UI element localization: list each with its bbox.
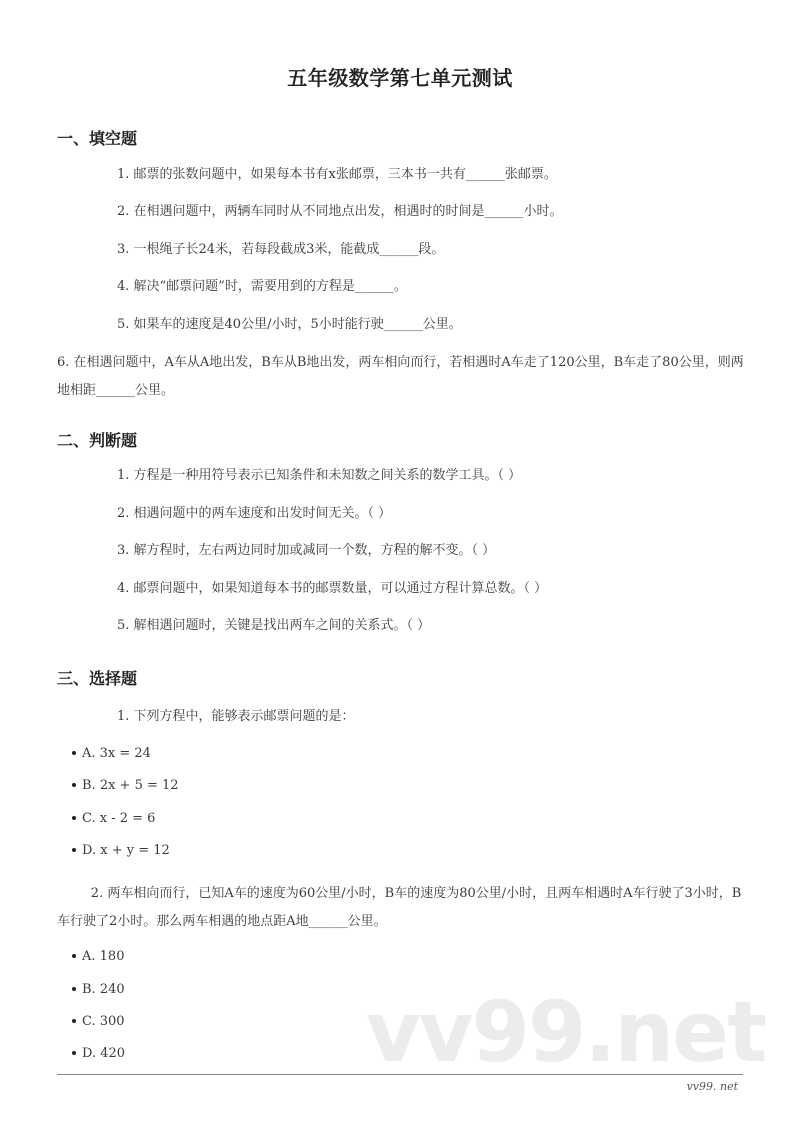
bullet-icon: [72, 848, 76, 852]
bullet-icon: [72, 987, 76, 991]
bullet-icon: [72, 1051, 76, 1055]
fill-blank-question-5: 5. 如果车的速度是40公里/小时，5小时能行驶______公里。: [117, 317, 462, 332]
fill-blank-question-3: 3. 一根绳子长24米，若每段截成3米，能截成______段。: [117, 242, 445, 257]
bullet-icon: [72, 1019, 76, 1023]
watermark: vv99.net: [366, 983, 766, 1081]
page-title: 五年级数学第七单元测试: [287, 66, 513, 90]
choice-question-1-stem: 1. 下列方程中，能够表示邮票问题的是：: [117, 709, 355, 724]
choice-question-2-option-c: C. 300: [72, 1012, 125, 1032]
choice-question-2-option-a: A. 180: [72, 947, 124, 967]
fill-blank-question-6: 6. 在相遇问题中，A车从A地出发，B车从B地出发，两车相向而行，若相遇时A车走了120公里，B车走了80公里，则两地相距______公里。: [57, 355, 744, 398]
fill-blank-question-1: 1. 邮票的张数问题中，如果每本书有x张邮票，三本书一共有______张邮票。: [117, 167, 557, 182]
choice-question-2-option-d: D. 420: [72, 1044, 125, 1064]
true-false-question-5: 5. 解相遇问题时，关键是找出两车之间的关系式。（ ）: [117, 618, 431, 633]
bullet-icon: [72, 954, 76, 958]
section-heading-multiple-choice: 三、选择题: [57, 669, 138, 688]
fill-blank-question-2: 2. 在相遇问题中，两辆车同时从不同地点出发，相遇时的时间是______小时。: [117, 204, 563, 219]
section-heading-true-false: 二、判断题: [57, 431, 138, 450]
choice-question-2-option-b: B. 240: [72, 980, 125, 1000]
true-false-question-4: 4. 邮票问题中，如果知道每本书的邮票数量，可以通过方程计算总数。（ ）: [117, 581, 548, 596]
choice-question-2-stem: 2. 两车相向而行，已知A车的速度为60公里/小时，B车的速度为80公里/小时，且两车相遇时A车行驶了3小时，B车行驶了2小时。那么两车相遇的地点距A地______公里。: [57, 886, 742, 929]
choice-question-1-option-a: A. 3x = 24: [72, 744, 151, 764]
choice-question-1-option-d: D. x + y = 12: [72, 841, 170, 861]
fill-blank-question-4: 4. 解决“邮票问题”时，需要用到的方程是______。: [117, 279, 407, 294]
bullet-icon: [72, 816, 76, 820]
section-heading-fill-blank: 一、填空题: [57, 129, 138, 148]
bullet-icon: [72, 783, 76, 787]
bullet-icon: [72, 751, 76, 755]
choice-question-1-option-b: B. 2x + 5 = 12: [72, 776, 179, 796]
true-false-question-3: 3. 解方程时，左右两边同时加或减同一个数，方程的解不变。（ ）: [117, 543, 496, 558]
true-false-question-1: 1. 方程是一种用符号表示已知条件和未知数之间关系的数学工具。（ ）: [117, 468, 522, 483]
footer-divider: [57, 1074, 743, 1075]
choice-question-1-option-c: C. x - 2 = 6: [72, 809, 155, 829]
true-false-question-2: 2. 相遇问题中的两车速度和出发时间无关。（ ）: [117, 506, 392, 521]
footer-site-label: vv99. net: [686, 1080, 738, 1093]
